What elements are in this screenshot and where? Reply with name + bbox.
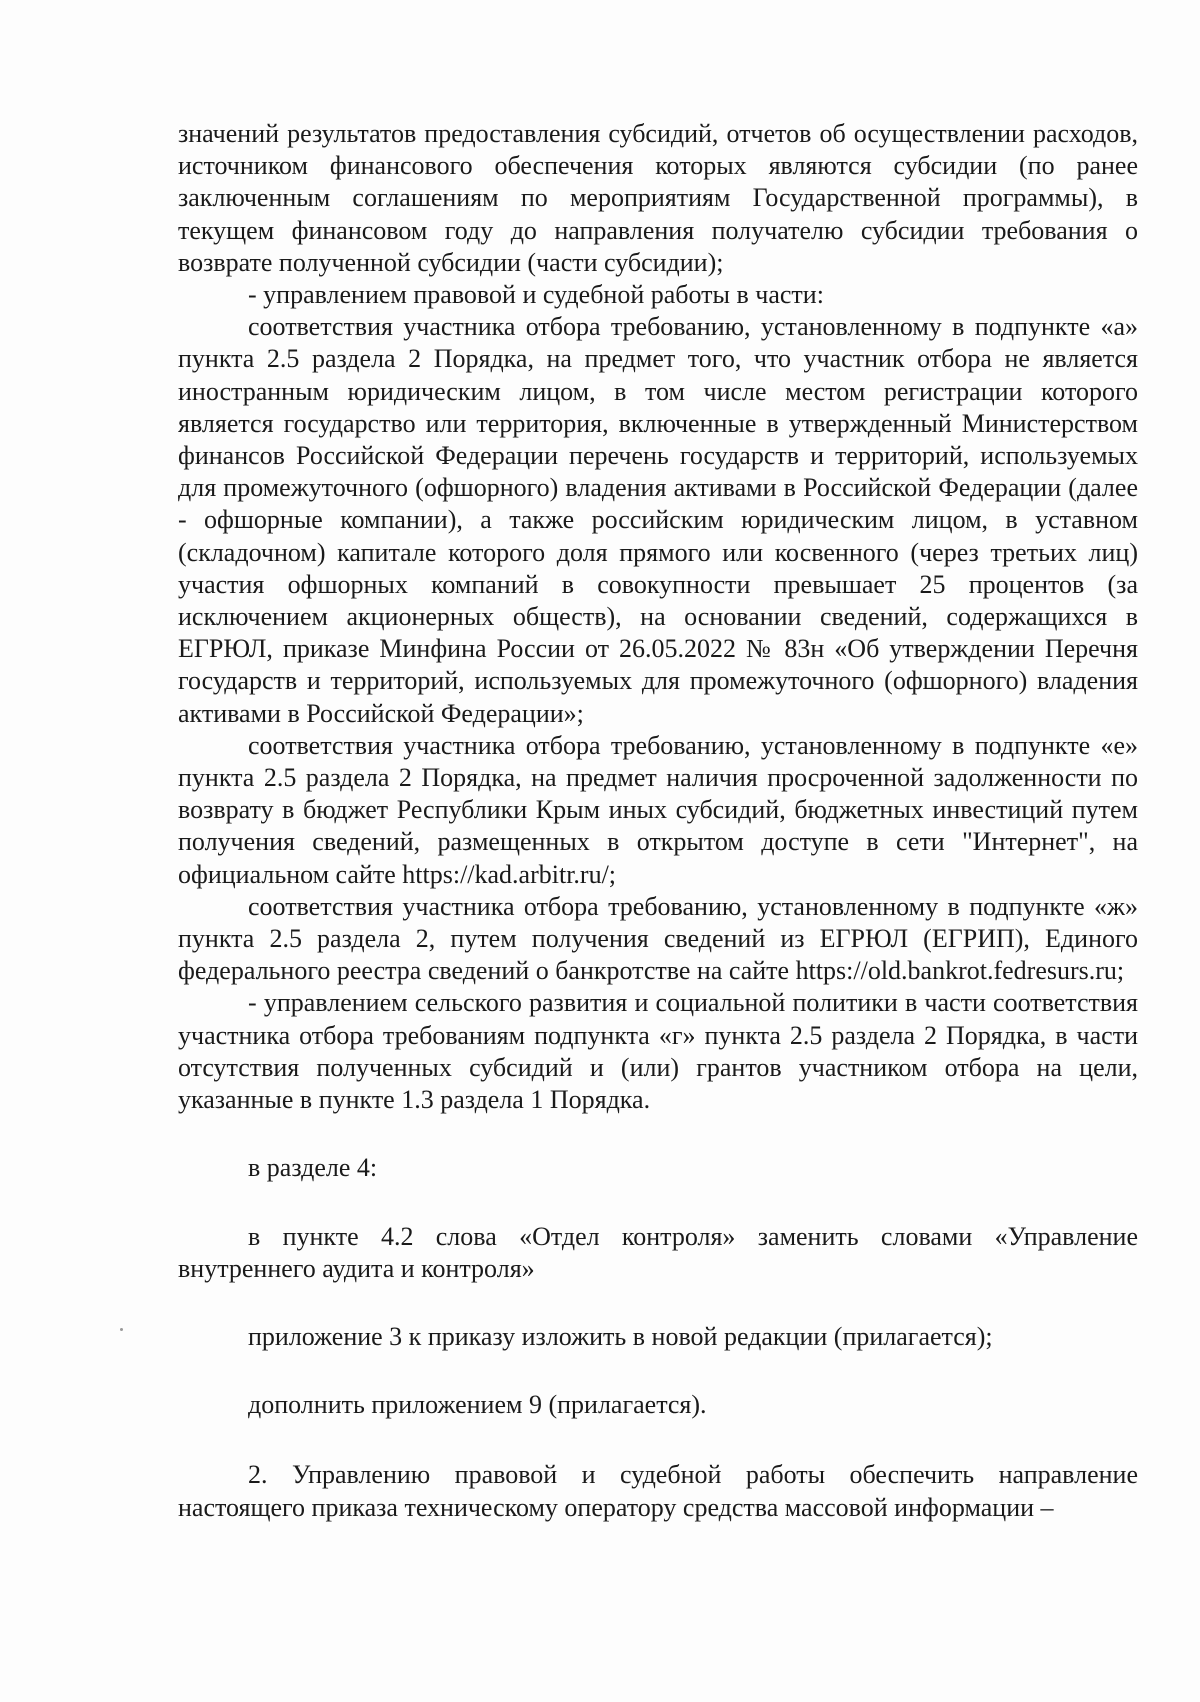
paragraph-requirement-e: соответствия участника отбора требованию, установленному в подпункте «е» пункта 2.5 раздела 2 Порядка, на предмет наличия просроченной задолженности по возврату в бюджет Республики Крым иных субсидий, бюджетных инвестиций путем получения сведений, размещенных в открытом доступе в сети "Интернет", на официальном сайте https://kad.arbitr.ru/; xyxy=(178,730,1138,889)
scan-speck xyxy=(120,1328,123,1331)
paragraph-appendix-3: приложение 3 к приказу изложить в новой редакции (прилагается); xyxy=(248,1321,993,1351)
paragraph-legal-department: - управлением правовой и судебной работы в части: xyxy=(248,280,824,310)
paragraph-section-4: в разделе 4: xyxy=(248,1153,378,1183)
paragraph-rural-department: - управлением сельского развития и социальной политики в части соответствия участника отбора требованиям подпункта «г» пункта 2.5 раздела 2 Порядка, в части отсутствия полученных субсидий и (или) грантов участником отбора на цели, указанные в пункте 1.3 раздела 1 Порядка. xyxy=(178,988,1138,1115)
paragraph-item-2: 2. Управлению правовой и судебной работы обеспечить направление настоящего приказа техническому оператору средства массовой информации – xyxy=(178,1460,1138,1522)
document-body xyxy=(178,118,1138,1524)
paragraph-requirement-a: соответствия участника отбора требованию, установленному в подпункте «а» пункта 2.5 раздела 2 Порядка, на предмет того, что участник отбора не является иностранным юридическим лицом, в том числе местом регистрации которого является государство или территория, включенные в утвержденный Министерством финансов Российской Федерации перечень государств и территорий, используемых для промежуточного (офшорного) владения активами в Российской Федерации (далее - офшорные компании), а также российским юридическим лицом, в уставном (складочном) капитале которого доля прямого или косвенного (через третьих лиц) участия офшорных компаний в совокупности превышает 25 процентов (за исключением акционерных обществ), на основании сведений, содержащихся в ЕГРЮЛ, приказе Минфина России от 26.05.2022 № 83н «Об утверждении Перечня государств и территорий, используемых для промежуточного (офшорного) владения активами в Российской Федерации»; xyxy=(178,312,1138,728)
paragraph-continuation: значений результатов предоставления субсидий, отчетов об осуществлении расходов, источником финансового обеспечения которых являются субсидии (по ранее заключенным соглашениям по мероприятиям Государственной программы), в текущем финансовом году до направления получателю субсидии требования о возврате полученной субсидии (части субсидии); xyxy=(178,119,1138,277)
paragraph-appendix-9: дополнить приложением 9 (прилагается). xyxy=(248,1390,707,1420)
paragraph-requirement-zh: соответствия участника отбора требованию, установленному в подпункте «ж» пункта 2.5 раздела 2, путем получения сведений из ЕГРЮЛ (ЕГРИП), Единого федерального реестра сведений о банкротстве на сайте https://old.bankrot.fedresurs.ru; xyxy=(178,891,1138,986)
paragraph-clause-4-2: в пункте 4.2 слова «Отдел контроля» заменить словами «Управление внутреннего аудита и контроля» xyxy=(178,1221,1138,1283)
